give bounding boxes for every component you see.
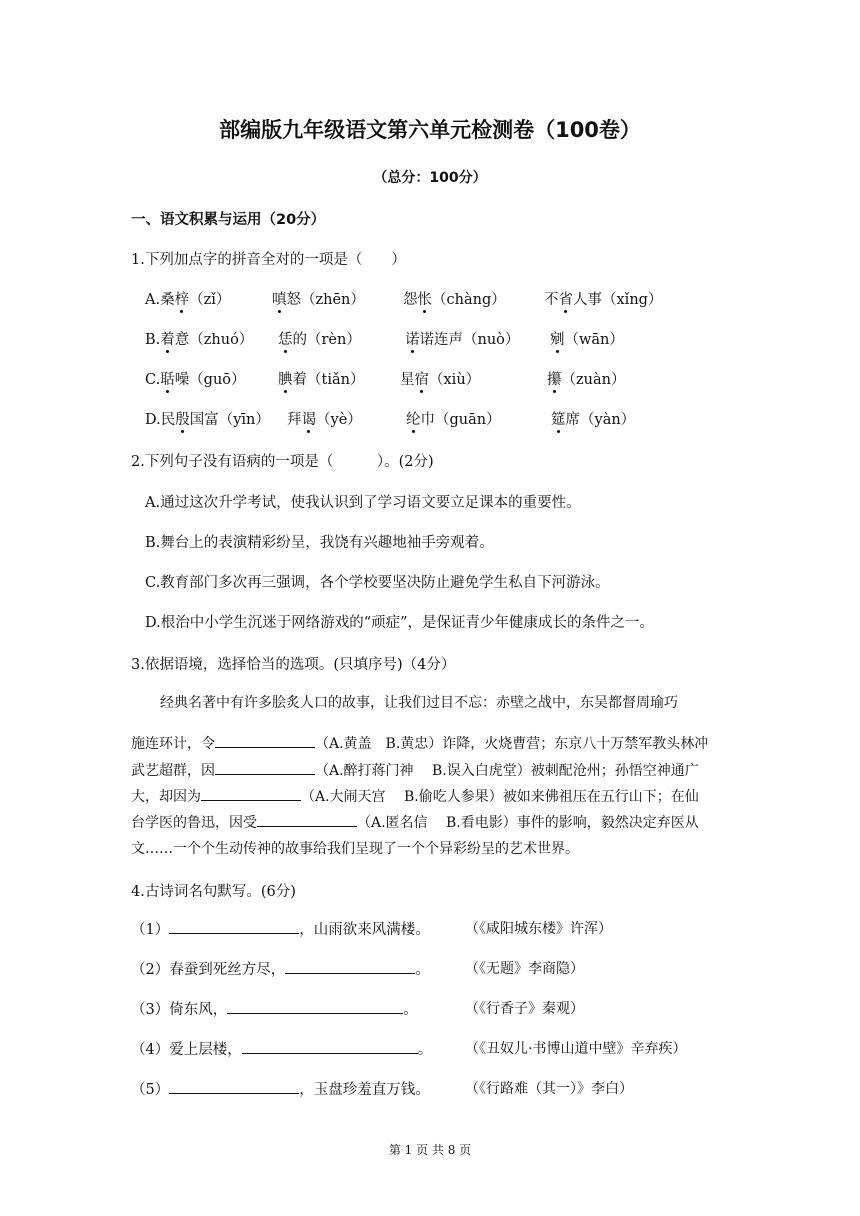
answer-blank[interactable] [242,1039,418,1054]
answer-blank[interactable] [169,919,299,934]
q3-passage-line-3: 武艺超群，因 （A.醉打蒋门神 B.误入白虎堂）被刺配沧州；孙悟空神通广 [131,760,699,780]
q1-option-a-4: 不省人事（xǐng） [544,288,662,309]
q4-item-3: （3）倚东风， 。 [131,998,418,1019]
q3-passage-line-4: 大，却因为 （A.大闹天宫 B.偷吃人参果）被如来佛祖压在五行山下；在仙 [131,786,699,806]
q1-option-b-4: 剜（wān） [550,328,624,349]
q4-source-4: （《丑奴儿·书博山道中壁》辛弃疾） [465,1041,687,1057]
q2-option-b: B.舞台上的表演精彩纷呈，我饶有兴趣地袖手旁观着。 [145,535,494,551]
q1-option-a-2: 嗔怒（zhēn） [272,288,365,309]
q4-item-2: （2）春蚕到死丝方尽， 。 [131,958,430,979]
q1-option-d-4: 筵席（yàn） [551,408,635,429]
answer-blank[interactable] [227,999,403,1014]
q1-option-c-1: C.聒噪（guō） [145,368,246,389]
q3-passage-line-2: 施连环计，令 （A.黄盖 B.黄忠）诈降，火烧曹营；东京八十万禁军教头林冲 [131,733,708,753]
q1-option-b-1: B.着意（zhuó） [145,328,253,349]
q1-option-c-2: 腆着（tiǎn） [278,368,364,389]
section-heading: 一、语文积累与运用（20分） [131,212,326,228]
page-title: 部编版九年级语文第六单元检测卷（100卷） [219,118,641,142]
q1-option-b-3: 诺诺连声（nuò） [405,328,519,349]
q1-option-d-2: 拜谒（yè） [287,408,362,429]
q1-option-b-2: 恁的（rèn） [278,328,361,349]
question-2-stem: 2.下列句子没有语病的一项是（ ）。(2分) [131,454,434,470]
q2-option-a: A.通过这次升学考试，使我认识到了学习语文要立足课本的重要性。 [145,495,581,511]
q4-source-2: （《无题》李商隐） [465,961,584,977]
q1-option-c-4: 攥（zuàn） [547,368,625,389]
q2-option-d: D.根治中小学生沉迷于网络游戏的“顽症”，是保证青少年健康成长的条件之一。 [145,615,655,631]
q2-option-c: C.教育部门多次再三强调，各个学校要坚决防止避免学生私自下河游泳。 [145,575,610,591]
q3-passage-line-1: 经典名著中有许多脍炙人口的故事，让我们过目不忘：赤壁之战中，东吴都督周瑜巧 [160,695,678,711]
q1-option-c-3: 星宿（xiù） [400,368,480,389]
q4-source-3: （《行香子》秦观） [465,1001,584,1017]
answer-blank[interactable] [215,760,315,775]
total-score: （总分：100分） [373,170,487,186]
answer-blank[interactable] [257,812,357,827]
q1-option-a-1: A.桑梓（zǐ） [145,288,230,309]
question-4-stem: 4.古诗词名句默写。(6分) [131,884,296,900]
answer-blank[interactable] [169,1079,299,1094]
q1-option-d-3: 纶巾（guān） [406,408,501,429]
q4-item-4: （4）爱上层楼， 。 [131,1038,432,1059]
q1-option-d-1: D.民殷国富（yīn） [145,408,270,429]
q4-item-5: （5） ，玉盘珍羞直万钱。 [131,1078,430,1099]
answer-blank[interactable] [201,786,301,801]
question-3-stem: 3.依据语境，选择恰当的选项。(只填序号)（4分） [131,657,456,673]
q3-passage-line-6: 文……一个个生动传神的故事给我们呈现了一个个异彩纷呈的艺术世界。 [131,841,579,857]
answer-blank[interactable] [285,959,415,974]
q3-passage-line-5: 台学医的鲁迅，因受 （A.匿名信 B.看电影）事件的影响，毅然决定弃医从 [131,812,699,832]
page-footer: 第 1 页 共 8 页 [388,1143,472,1157]
q4-source-5: （《行路难（其一）》李白） [465,1081,633,1097]
question-1-stem: 1.下列加点字的拼音全对的一项是（ ） [131,252,406,268]
q4-source-1: （《咸阳城东楼》许浑） [465,921,612,937]
answer-blank[interactable] [215,733,315,748]
q4-item-1: （1） ，山雨欲来风满楼。 [131,918,430,939]
q1-option-a-3: 怨怅（chàng） [403,288,506,309]
